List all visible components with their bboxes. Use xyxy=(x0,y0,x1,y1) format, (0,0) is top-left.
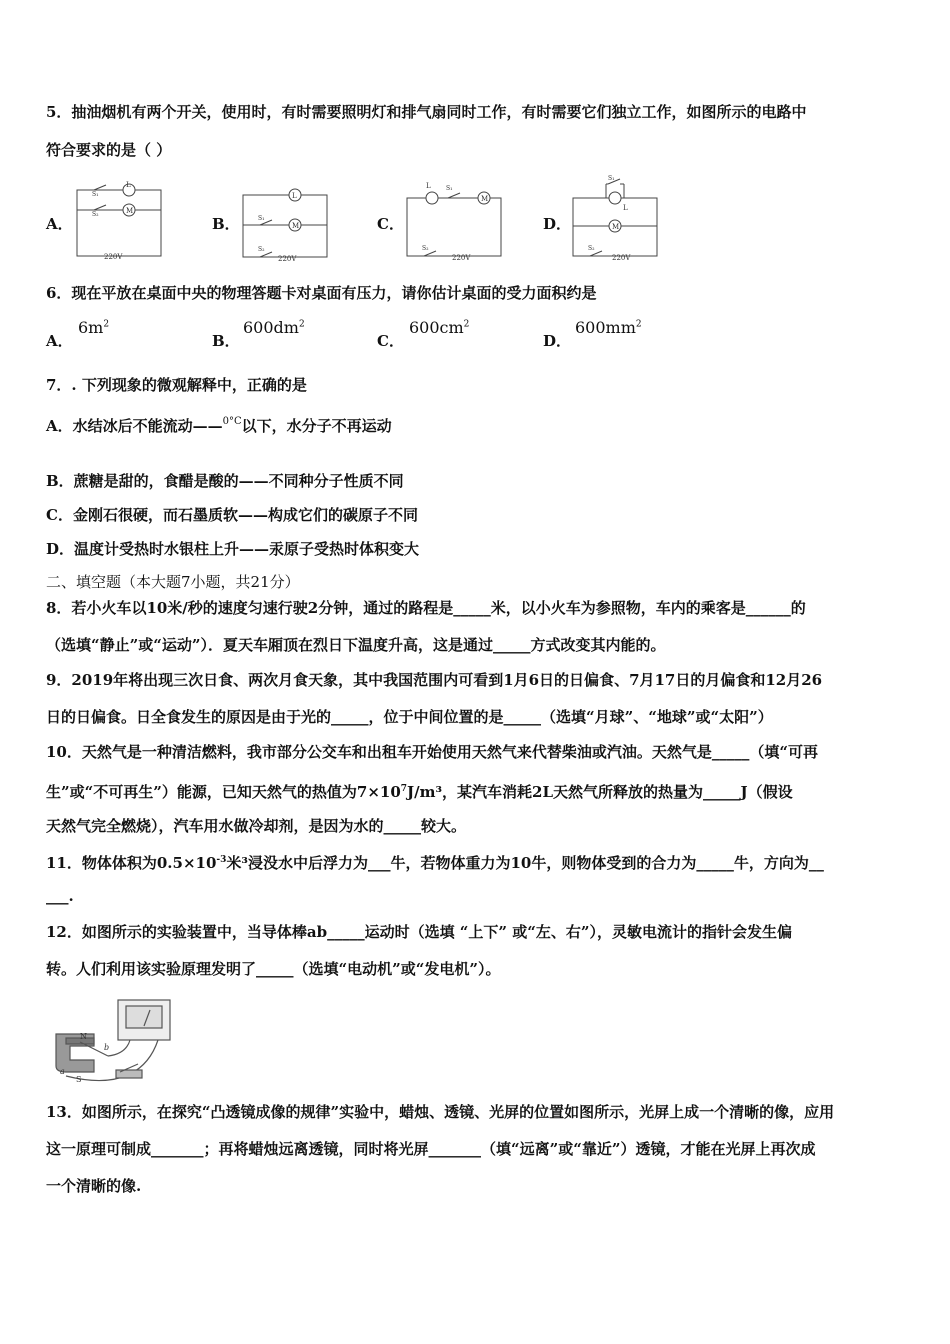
q10-line2: 生”或“不可再生”）能源，已知天然气的热值为$7\times 10^7J/m^3$，某汽车消耗2L天然气所释放的热量为_____J（假设 xyxy=(46,783,793,801)
q5-b-s1-label: S₁ xyxy=(258,215,265,222)
q6-option-a-value: $6m^2$ xyxy=(78,318,110,337)
q7-stem: 7．. 下列现象的微观解释中，正确的是 xyxy=(46,376,307,394)
q13-line2: 这一原理可制成_______；再将蜡烛远离透镜，同时将光屏_______（填“远离”或“靠近”）透镜，才能在光屏上再次成 xyxy=(46,1140,816,1158)
q5-d-motor-label: M xyxy=(612,223,620,231)
q11-line2: ___. xyxy=(46,887,74,905)
q6-option-a-label: A． xyxy=(46,332,73,350)
section-2-heading: 二、填空题（本大题7小题，共21分） xyxy=(46,573,300,591)
q5-circuit-c xyxy=(404,178,504,262)
q6-option-d-label: D． xyxy=(543,332,572,350)
q5-c-lamp-label: L xyxy=(426,182,431,190)
q6-option-b-value: $600dm^2$ xyxy=(243,318,305,337)
q5-a-s2-label: S₂ xyxy=(92,211,99,218)
q13-line3: 一个清晰的像. xyxy=(46,1177,142,1195)
q5-c-motor-label: M xyxy=(481,195,489,203)
q5-circuit-a xyxy=(74,180,164,262)
q8-line2: （选填“静止”或“运动”）．夏天车厢顶在烈日下温度升高，这是通过_____方式改变其内能的。 xyxy=(46,636,666,654)
q8-line1: 8．若小火车以10米/秒的速度匀速行驶2分钟，通过的路程是_____米，以小火车为参照物，车内的乘客是______的 xyxy=(46,599,806,617)
q5-a-s1-label: S₁ xyxy=(92,191,99,198)
q5-d-voltage: 220V xyxy=(612,254,631,262)
q6-option-b-label: B． xyxy=(212,332,240,350)
q5-d-lamp-label: L xyxy=(623,204,628,212)
q5-b-voltage: 220V xyxy=(278,255,297,263)
q11-line1: 11．物体体积为$0.5\times 10^{-3}$米³浸没水中后浮力为___牛，若物体重力为10牛，则物体受到的合力为_____牛，方向为__ xyxy=(46,854,824,872)
q7-option-a-temperature: 0°C xyxy=(222,416,242,427)
q5-a-lamp-label: L xyxy=(126,181,131,189)
q5-stem-line1: 5．抽油烟机有两个开关，使用时，有时需要照明灯和排气扇同时工作，有时需要它们独立工作，如图所示的电路中 xyxy=(46,103,807,121)
q5-a-motor-label: M xyxy=(126,207,134,215)
q5-option-a-label: A． xyxy=(46,215,73,233)
q5-b-lamp-label: L xyxy=(292,192,297,200)
q5-option-c-label: C． xyxy=(377,215,404,233)
q5-b-s2-label: S₂ xyxy=(258,246,265,253)
q12-apparatus-figure xyxy=(46,994,176,1086)
q10-line1: 10．天然气是一种清洁燃料，我市部分公交车和出租车开始使用天然气来代替柴油或汽油。天然气是_____（填“可再 xyxy=(46,743,819,761)
q12-fig-b: b xyxy=(104,1043,110,1052)
q5-a-voltage: 220V xyxy=(104,253,123,261)
q5-circuit-b xyxy=(240,185,330,263)
q5-c-s2-label: S₂ xyxy=(422,245,429,252)
q7-option-c: C．金刚石很硬，而石墨质软——构成它们的碳原子不同 xyxy=(46,506,418,524)
q6-stem: 6．现在平放在桌面中央的物理答题卡对桌面有压力，请你估计桌面的受力面积约是 xyxy=(46,284,597,302)
q9-line1: 9．2019年将出现三次日食、两次月食天象，其中我国范围内可看到1月6日的日偏食、7月17日的月偏食和12月26 xyxy=(46,671,823,689)
q7-option-d: D．温度计受热时水银柱上升——汞原子受热时体积变大 xyxy=(46,540,420,558)
q5-d-s1-label: S₁ xyxy=(608,175,615,182)
q12-fig-a: a xyxy=(60,1067,65,1076)
q12-line2: 转。人们利用该实验原理发明了_____（选填“电动机”或“发电机”）。 xyxy=(46,960,501,978)
q5-d-s2-label: S₂ xyxy=(588,245,595,252)
q5-c-voltage: 220V xyxy=(452,254,471,262)
q5-option-b-label: B． xyxy=(212,215,240,233)
q5-stem-line2: 符合要求的是（ ） xyxy=(46,141,172,159)
q6-option-d-value: $600mm^2$ xyxy=(575,318,642,337)
q5-circuit-d xyxy=(570,172,660,262)
q5-b-motor-label: M xyxy=(292,222,300,230)
q6-option-c-value: $600cm^2$ xyxy=(409,318,470,337)
q5-option-d-label: D． xyxy=(543,215,572,233)
q5-c-s1-label: S₁ xyxy=(446,185,453,192)
q6-option-c-label: C． xyxy=(377,332,404,350)
q7-option-a: A．水结冰后不能流动——$^{0^\circ C}$以下，水分子不再运动 xyxy=(46,416,392,435)
q13-line1: 13．如图所示，在探究“凸透镜成像的规律”实验中，蜡烛、透镜、光屏的位置如图所示，光屏上成一个清晰的像，应用 xyxy=(46,1103,835,1121)
q12-line1: 12．如图所示的实验装置中，当导体棒ab_____运动时（选填 “上下” 或“左、右”），灵敏电流计的指针会发生偏 xyxy=(46,923,793,941)
q7-option-b: B．蔗糖是甜的，食醋是酸的——不同种分子性质不同 xyxy=(46,472,404,490)
q12-fig-n: N xyxy=(80,1032,87,1041)
q10-line3: 天然气完全燃烧），汽车用水做冷却剂，是因为水的_____较大。 xyxy=(46,817,467,835)
q12-fig-s: S xyxy=(76,1075,82,1084)
q9-line2: 日的日偏食。日全食发生的原因是由于光的_____，位于中间位置的是_____（选填“月球”、“地球”或“太阳”） xyxy=(46,708,773,726)
